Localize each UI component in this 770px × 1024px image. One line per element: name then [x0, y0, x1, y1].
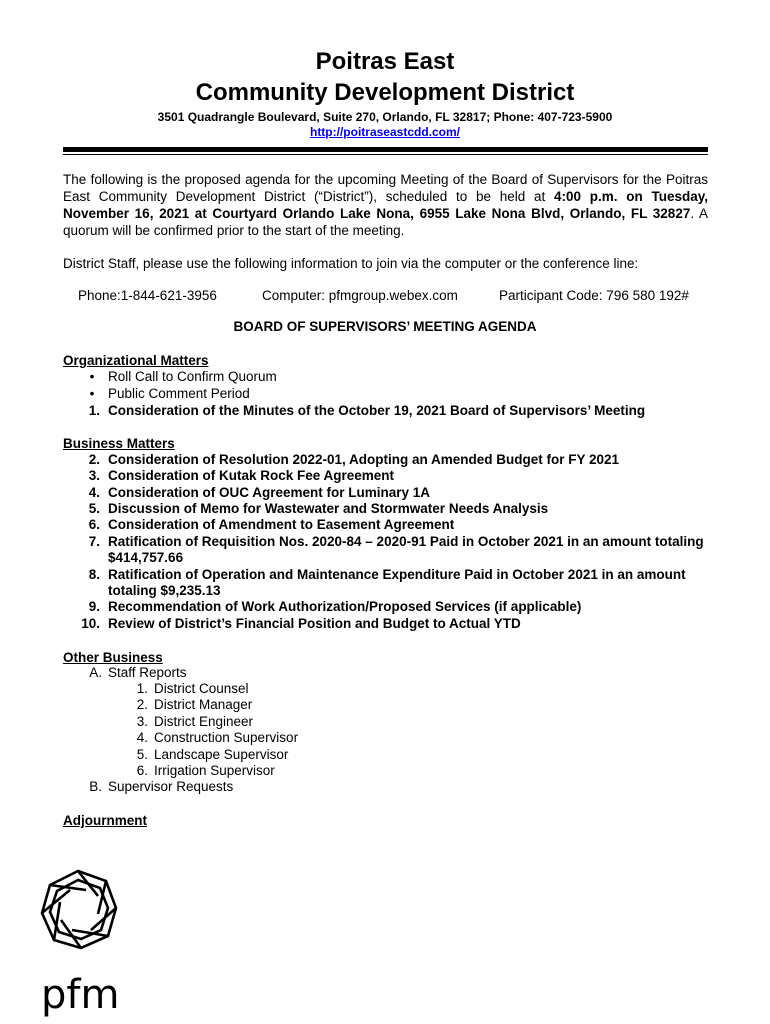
pfm-logo-mark	[36, 868, 126, 1018]
pfm-logo	[36, 868, 126, 1018]
district-address: 3501 Quadrangle Boulevard, Suite 270, Orlando, FL 32817; Phone: 407-723-5900	[157, 110, 613, 124]
pfm-logo-text: pfm	[41, 972, 120, 1018]
agenda-item-continuation: totaling $9,235.13	[108, 583, 221, 598]
section-other-business: Other Business	[63, 650, 163, 665]
district-title-line1: Poitras East	[315, 48, 455, 75]
district-website	[0, 125, 770, 139]
staff-instructions: District Staff, please use the following information to join via the computer or the conference line:	[63, 256, 639, 271]
section-business: Business Matters	[63, 436, 175, 451]
header-rule-thin	[63, 154, 708, 155]
district-title-line2: Community Development District	[195, 79, 575, 106]
conference-code: Participant Code: 796 580 192#	[499, 288, 689, 303]
meeting-details: 4:00 p.m. on Tuesday, November 16, 2021 at Courtyard Orlando Lake Nona, 6955 Lake Nona Blvd, Orlando, FL 32827	[63, 189, 708, 221]
website-link[interactable]: http://poitraseastcdd.com/	[309, 125, 461, 139]
conference-phone: Phone:1-844-621-3956	[78, 288, 217, 303]
section-adjournment: Adjournment	[63, 813, 147, 828]
intro-paragraph: The following is the proposed agenda for the upcoming Meeting of the Board of Supervisors for the Poitras East Community Development District (“District”), scheduled to be held at 4:00 p.m. on Tuesday, November 16, 2021 at Courtyard Orlando Lake Nona, 6955 Lake Nona Blvd, Orlando, FL 32827. A quorum will be confirmed prior to the start of the meeting.	[63, 172, 709, 238]
agenda-heading: BOARD OF SUPERVISORS’ MEETING AGENDA	[233, 319, 537, 334]
agenda-item-continuation: $414,757.66	[108, 550, 184, 565]
conference-computer: Computer: pfmgroup.webex.com	[262, 288, 458, 303]
header-rule-thick	[63, 147, 708, 152]
agenda-page: Poitras East Community Development District 3501 Quadrangle Boulevard, Suite 270, Orlando, FL 32817; Phone: 407-723-5900 http://poitraseastcdd.com/ The following is the proposed agenda for the upcoming Meeting of the Board of Supervisors for the Poitras East Community Development District (“District”), scheduled to be held at 4:00 p.m. on Tuesday, November 16, 2021 at Courtyard Orlando Lake Nona, 6955 Lake Nona Blvd, Orlando, FL 32827. A quorum will be confirmed prior to the start of the meeting. District Staff, please use the following information to join via the computer or the conference line: Phone:1-844-621-3956 Computer: pfmgroup.webex.com Participant Code: 796 580 192# BOARD OF SUPERVISORS’ MEETING AGENDA Organizational Matters • Roll Call to Confirm Quorum • Public Comment Period 1. Consideration of the Minutes of the October 19, 2021 Board of Supervisors’ Meeting Business Matters 2. Consideration of Resolution 2022-01, Adopting an Amended Budget for FY 2021 3. Consideration of Kutak Rock Fee Agreement 4. Consideration of OUC Agreement for Luminary 1A 5. Discussion of Memo for Wastewater and Stormwater Needs Analysis 6. Consideration of Amendment to Easement Agreement 7. Ratification of Requisition Nos. 2020-84 – 2020-91 Paid in October 2021 in an amount totaling $414,757.66 8. Ratification of Operation and Maintenance Expenditure Paid in October 2021 in an amount totaling $9,235.13 9. Recommendation of Work Authorization/Proposed Services (if applicable) 10. Review of District’s Financial Position and Budget to Actual YTD Other Business A. Staff Reports 1. District Counsel 2. District Manager 3. District Engineer 4. Construction Supervisor 5. Landscape Supervisor 6. Irrigation Supervisor B. Supervisor Requests Adjournment pfm	[0, 0, 770, 1024]
section-organizational: Organizational Matters	[63, 353, 209, 368]
